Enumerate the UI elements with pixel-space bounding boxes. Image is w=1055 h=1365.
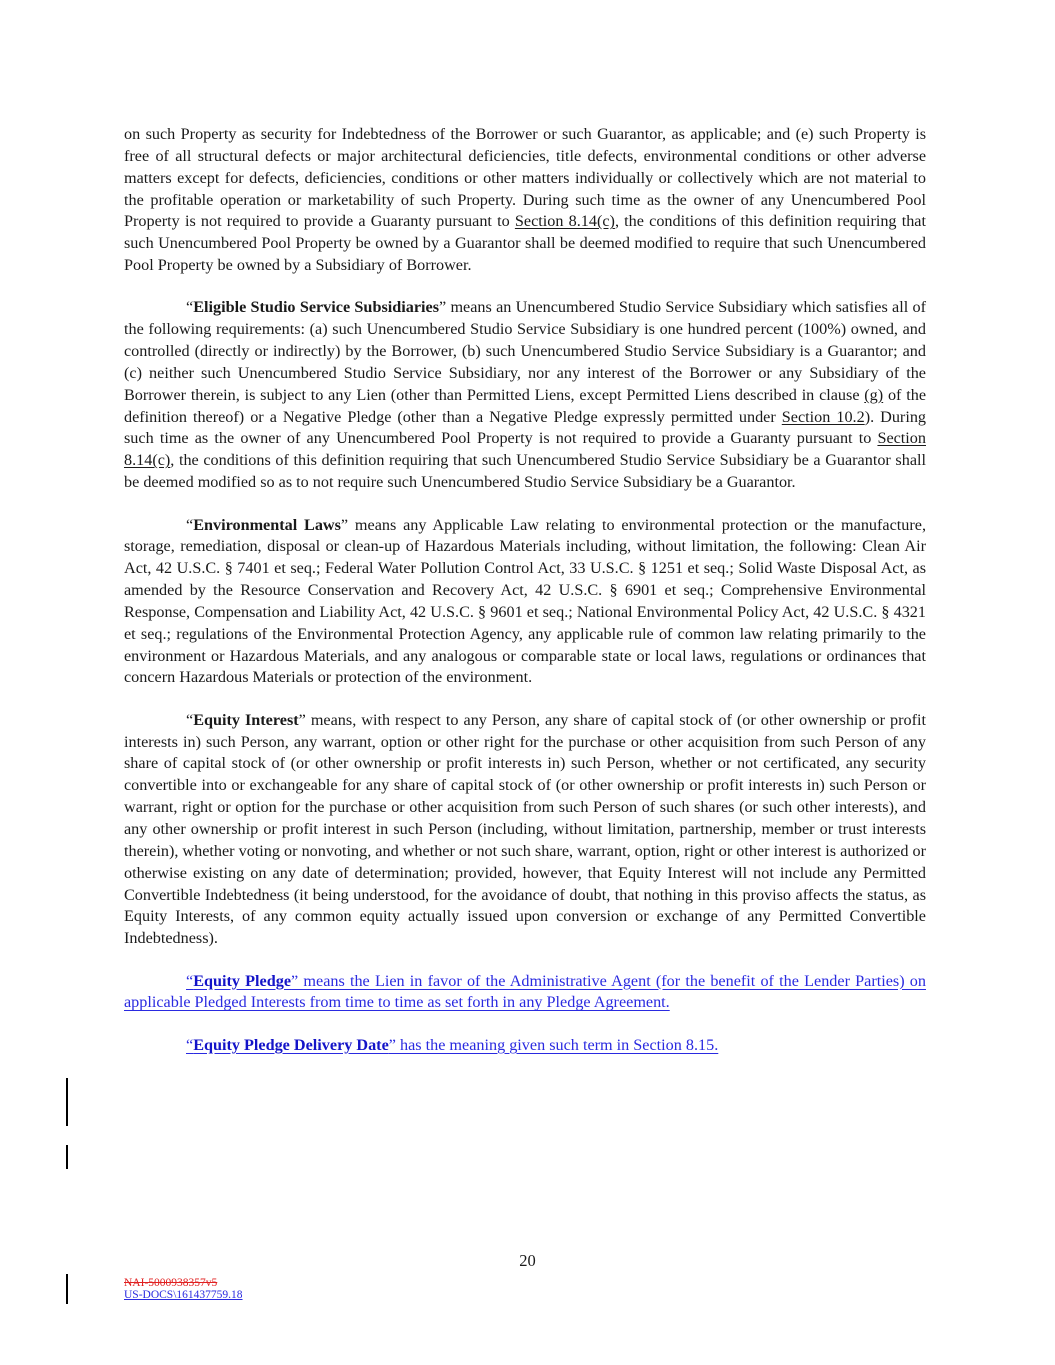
change-bar-doc-id	[66, 1274, 68, 1304]
document-id	[124, 1277, 243, 1301]
definition-equity-pledge-delivery-date-inserted	[124, 1035, 926, 1057]
document-id-inserted: US-DOCS\161437759.18	[124, 1289, 243, 1301]
text-run: “	[186, 971, 194, 990]
defined-term: Environmental Laws	[193, 515, 341, 534]
defined-term: Equity Pledge	[193, 971, 292, 990]
text-run: ” means, with respect to any Person, any share of capital stock of (or other ownership or profit interests in) such Person, any warrant, option or other right for the purchase or other acquisition from such Person of any share of capital stock of (or other ownership or profit interests in) such Person, whether or not certificated, any security convertible into or exchangeable for any share of capital stock of (or other ownership or profit interests in) such Person or warrant, right or option for the purchase or other acquisition from such Person of such shares (or such other interests), and any other ownership or profit interest in such Person (including, without limitation, partnership, member or trust interests therein), whether voting or nonvoting, and whether or not such share, warrant, option, right or other interest is authorized or otherwise existing on any date of determination; provided, however, that Equity Interest will not include any Permitted Convertible Indebtedness (it being understood, for the avoidance of doubt, that nothing in this proviso affects the status, as Equity Interests, of any common equity actually issued upon conversion or exchange of any Permitted Convertible Indebtedness).	[124, 710, 926, 948]
text-run: ” has the meaning given such term in Section 8.15.	[388, 1035, 719, 1054]
text-run: ). During such time as the owner of any Unencumbered Pool Property is not required to provide a Guaranty pursuant to	[124, 407, 927, 448]
text-run: ” means any Applicable Law relating to environmental protection or the manufacture, storage, remediation, disposal or clean-up of Hazardous Materials including, without limitation, the following: Clean Air Act, 42 U.S.C. § 7401 et seq.; Federal Water Pollution Control Act, 33 U.S.C. § 1251 et seq.; Solid Waste Disposal Act, as amended by the Resource Conservation and Recovery Act, 42 U.S.C. § 6901 et seq.; Comprehensive Environmental Response, Compensation and Liability Act, 42 U.S.C. § 9601 et seq.; National Environmental Policy Act, 42 U.S.C. § 4321 et seq.; regulations of the Environmental Protection Agency, any applicable rule of common law relating primarily to the environment or Hazardous Materials, and any analogous or comparable state or local laws, regulations or ordinances that concern Hazardous Materials or protection of the environment.	[124, 515, 926, 687]
change-bar-equity-pledge	[66, 1078, 68, 1126]
text-run: “	[186, 1035, 194, 1054]
defined-term: Eligible Studio Service Subsidiaries	[193, 298, 439, 317]
paragraph-continuation	[124, 124, 926, 277]
definition-eligible-studio-service-subsidiaries	[124, 297, 926, 494]
text-run: on such Property as security for Indebtedness of the Borrower or such Guarantor, as applicable; and (e) such Property is free of all structural defects or major architectural deficiencies, title defects, environmental conditions or other adverse matters except for defects, deficiencies, conditions or other matters individually or collectively which are not material to the profitable operation or marketability of such Property. During such time as the owner of any Unencumbered Pool Property is not required to provide a Guaranty pursuant to	[124, 125, 926, 231]
text-run: “	[186, 298, 194, 317]
document-page	[124, 124, 926, 1057]
text-run: ” means an Unencumbered Studio Service Subsidiary which satisfies all of the following requirements: (a) such Unencumbered Studio Service Subsidiary is one hundred percent (100%) owned, and controlled (directly or indirectly) by the Borrower, (b) such Unencumbered Studio Service Subsidiary is a Guarantor; and (c) neither such Unencumbered Studio Service Subsidiary, nor any interest of the Borrower or any Subsidiary of the Borrower therein, is subject to any Lien (other than Permitted Liens, except Permitted Liens described in clause	[124, 298, 926, 404]
cross-reference: Section 10.2	[781, 407, 865, 426]
cross-reference: (g)	[864, 385, 884, 404]
text-run: “	[186, 710, 194, 729]
document-id-deleted: NAI-5000938357v5	[124, 1277, 218, 1289]
text-run: of the definition thereof) or a Negative Pledge (other than a Negative Pledge expressly permitted under	[124, 385, 926, 426]
text-run: ” means the Lien in favor of the Administrative Agent (for the benefit of the Lender Parties) on applicable Pledged Interests from time to time as set forth in any Pledge Agreement.	[124, 971, 926, 1012]
defined-term: Equity Pledge Delivery Date	[193, 1035, 389, 1054]
text-run: “	[186, 515, 194, 534]
page-number: 20	[519, 1251, 536, 1270]
change-bar-equity-pledge-delivery-date	[66, 1145, 68, 1169]
definition-equity-interest	[124, 710, 926, 950]
definition-environmental-laws	[124, 515, 926, 690]
text-run: , the conditions of this definition requiring that such Unencumbered Pool Property be owned by a Guarantor shall be deemed modified to require that such Unencumbered Pool Property be owned by a Subsidiary of Borrower.	[124, 212, 926, 275]
text-run: , the conditions of this definition requiring that such Unencumbered Studio Service Subsidiary be a Guarantor shall be deemed modified so as to not require such Unencumbered Studio Service Subsidiary be a Guarantor.	[124, 451, 926, 492]
cross-reference: Section 8.14(c)	[514, 212, 615, 231]
definition-equity-pledge-inserted	[124, 971, 926, 1015]
defined-term: Equity Interest	[193, 710, 299, 729]
cross-reference: Section 8.14(c)	[124, 429, 926, 470]
